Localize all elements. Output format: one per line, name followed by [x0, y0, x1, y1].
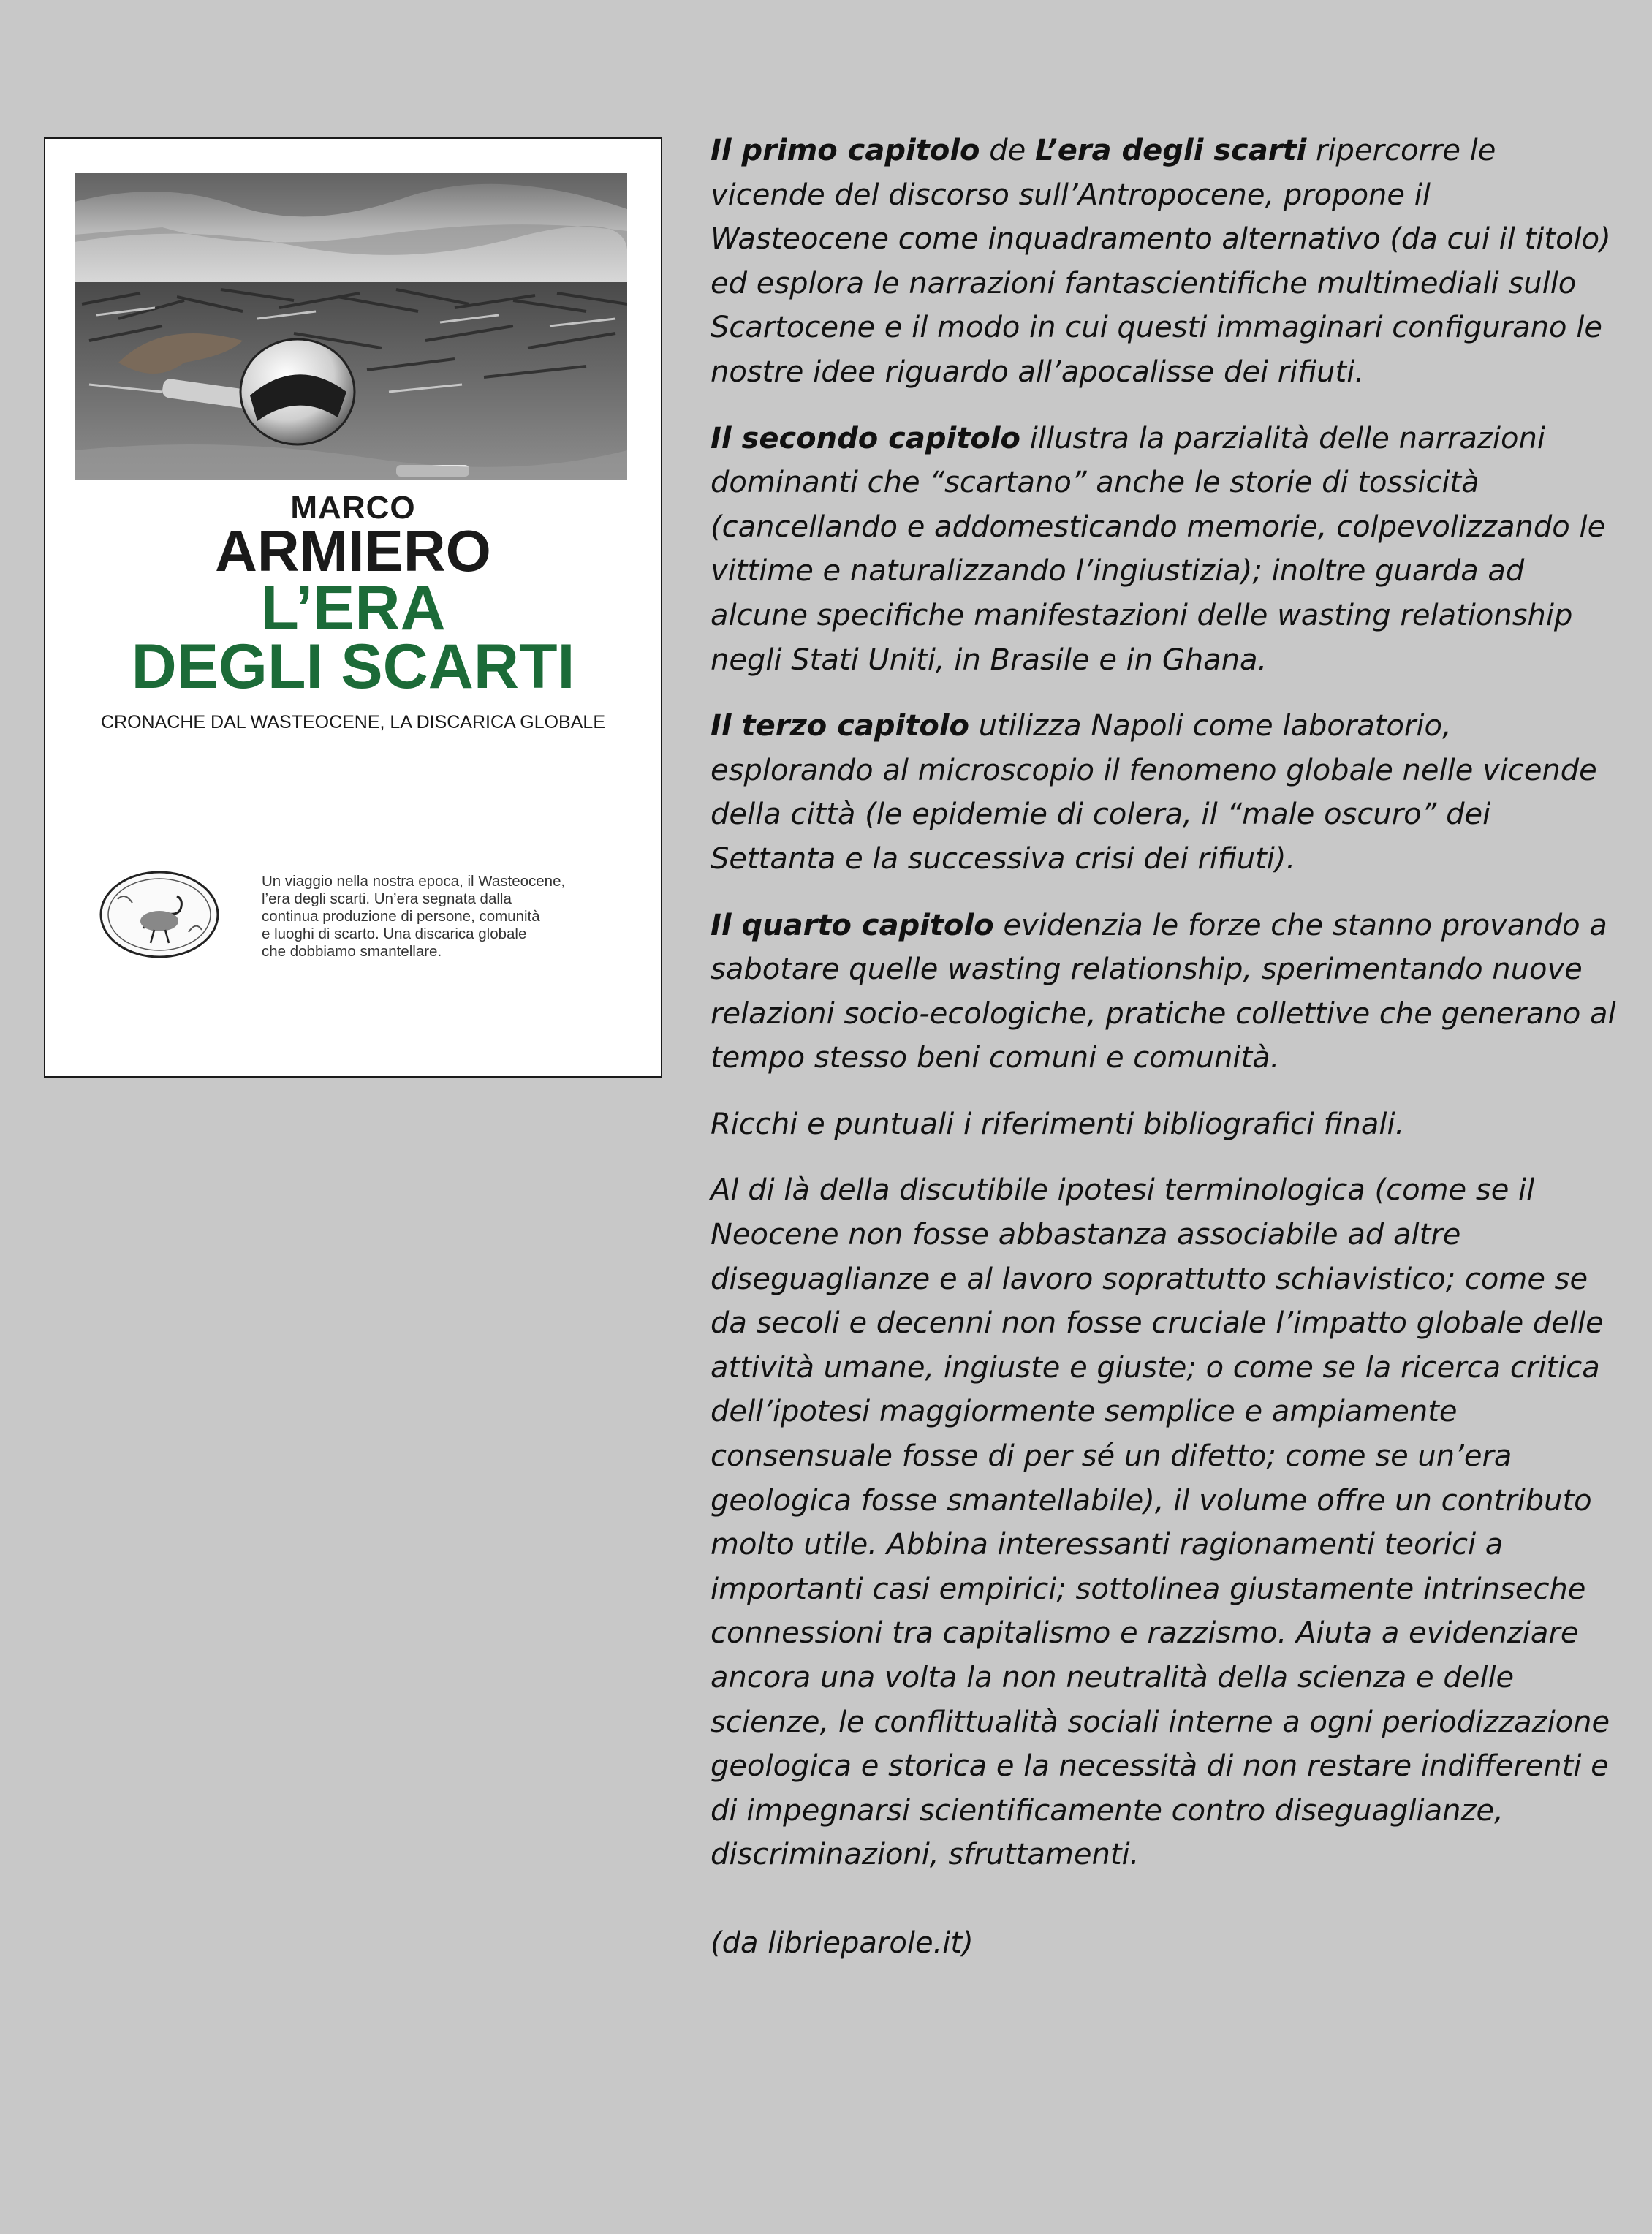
- cover-blurb: [262, 873, 605, 961]
- book-subtitle: CRONACHE DAL WASTEOCENE, LA DISCARICA GLOBALE: [101, 712, 605, 732]
- paragraph-text: ripercorre le vicende del discorso sull’Antropocene, propone il Wasteocene come inquadramento alternativo (da cui il titolo) ed esplora le narrazioni fantascientifiche multimediali sullo Scartocene e il modo in cui questi immaginari configurano le nostre idee riguardo all’apocalisse dei rifiuti.: [711, 134, 1611, 389]
- paragraph-text: de: [980, 134, 1035, 167]
- paragraph-chapter-4: [711, 904, 1617, 1080]
- paragraph-chapter-1: [711, 129, 1617, 395]
- author-first-name: MARCO: [290, 490, 416, 526]
- chapter-heading: Il terzo capitolo: [711, 709, 970, 743]
- paragraph-bibliography: Ricchi e puntuali i riferimenti bibliografici finali.: [711, 1107, 1405, 1141]
- chapter-heading: Il quarto capitolo: [711, 908, 994, 942]
- chapter-heading: Il primo capitolo: [711, 134, 980, 167]
- book-title: [45, 573, 661, 702]
- cover-blurb-line: Un viaggio nella nostra epoca, il Wasteocene,: [262, 873, 566, 890]
- paragraph-text: evidenzia le forze che stanno provando a sabotare quelle wasting relationship, sperimentando nuove relazioni socio-ecologiche, pratiche collettive che generano al tempo stesso beni comuni e comunità.: [711, 908, 1616, 1075]
- paragraph-assessment: Al di là della discutibile ipotesi terminologica (come se il Neocene non fosse abbastanza associabile ad altre diseguaglianze e al lavoro soprattutto schiavistico; come se da secoli e decenni non fosse cruciale l’impatto globale delle attività umane, ingiuste e giuste; o come se la ricerca critica dell’ipotesi maggiormente semplice e ampiamente consensuale fosse di per sé un difetto; come se un’era geologica fosse smantellabile), il volume offre un contributo molto utile. Abbina interessanti ragionamenti teorici a importanti casi empirici; sottolinea giustamente intrinseche connessioni tra capitalismo e razzismo. Aiuta a evidenziare ancora una volta la non neutralità della scienza e delle scienze, le conflittualità sociali interne a ogni periodizzazione geologica e storica e la necessità di non restare indifferenti e di impegnarsi scientificamente contro diseguaglianze, discriminazioni, sfruttamenti.: [711, 1173, 1610, 1872]
- source-credit: (da librieparole.it): [711, 1926, 974, 1960]
- book-title-ref: L’era degli scarti: [1034, 134, 1307, 167]
- chapter-heading: Il secondo capitolo: [711, 421, 1021, 455]
- book-title-line: DEGLI SCARTI: [131, 632, 575, 702]
- beach-debris-helmet-photo: [75, 173, 627, 480]
- book-cover: [44, 137, 662, 1078]
- cover-blurb-line: l’era degli scarti. Un’era segnata dalla: [262, 890, 512, 907]
- book-title-line: L’ERA: [260, 573, 446, 643]
- paragraph-text: utilizza Napoli come laboratorio, esplorando al microscopio il fenomeno globale nelle vicende della città (le epidemie di colera, il “male oscuro” dei Settanta e la successiva crisi dei rifiuti).: [711, 709, 1597, 876]
- author-last-name: ARMIERO: [215, 518, 491, 583]
- cover-blurb-line: e luoghi di scarto. Una discarica globale: [262, 925, 527, 942]
- review-article: [711, 129, 1617, 1988]
- cover-blurb-line: continua produzione di persone, comunità: [262, 908, 540, 925]
- paragraph-text: illustra la parzialità delle narrazioni dominanti che “scartano” anche le storie di tossicità (cancellando e addomesticando memorie, colpevolizzando le vittime e naturalizzando l’ingiustizia); inoltre guarda ad alcune specifiche manifestazioni delle wasting relationship negli Stati Uniti, in Brasile e in Ghana.: [711, 421, 1606, 677]
- paragraph-chapter-2: [711, 417, 1617, 683]
- paragraph-chapter-3: [711, 704, 1617, 881]
- cover-blurb-line: che dobbiamo smantellare.: [262, 943, 442, 960]
- publisher-ostrich-seal-icon: [99, 870, 219, 962]
